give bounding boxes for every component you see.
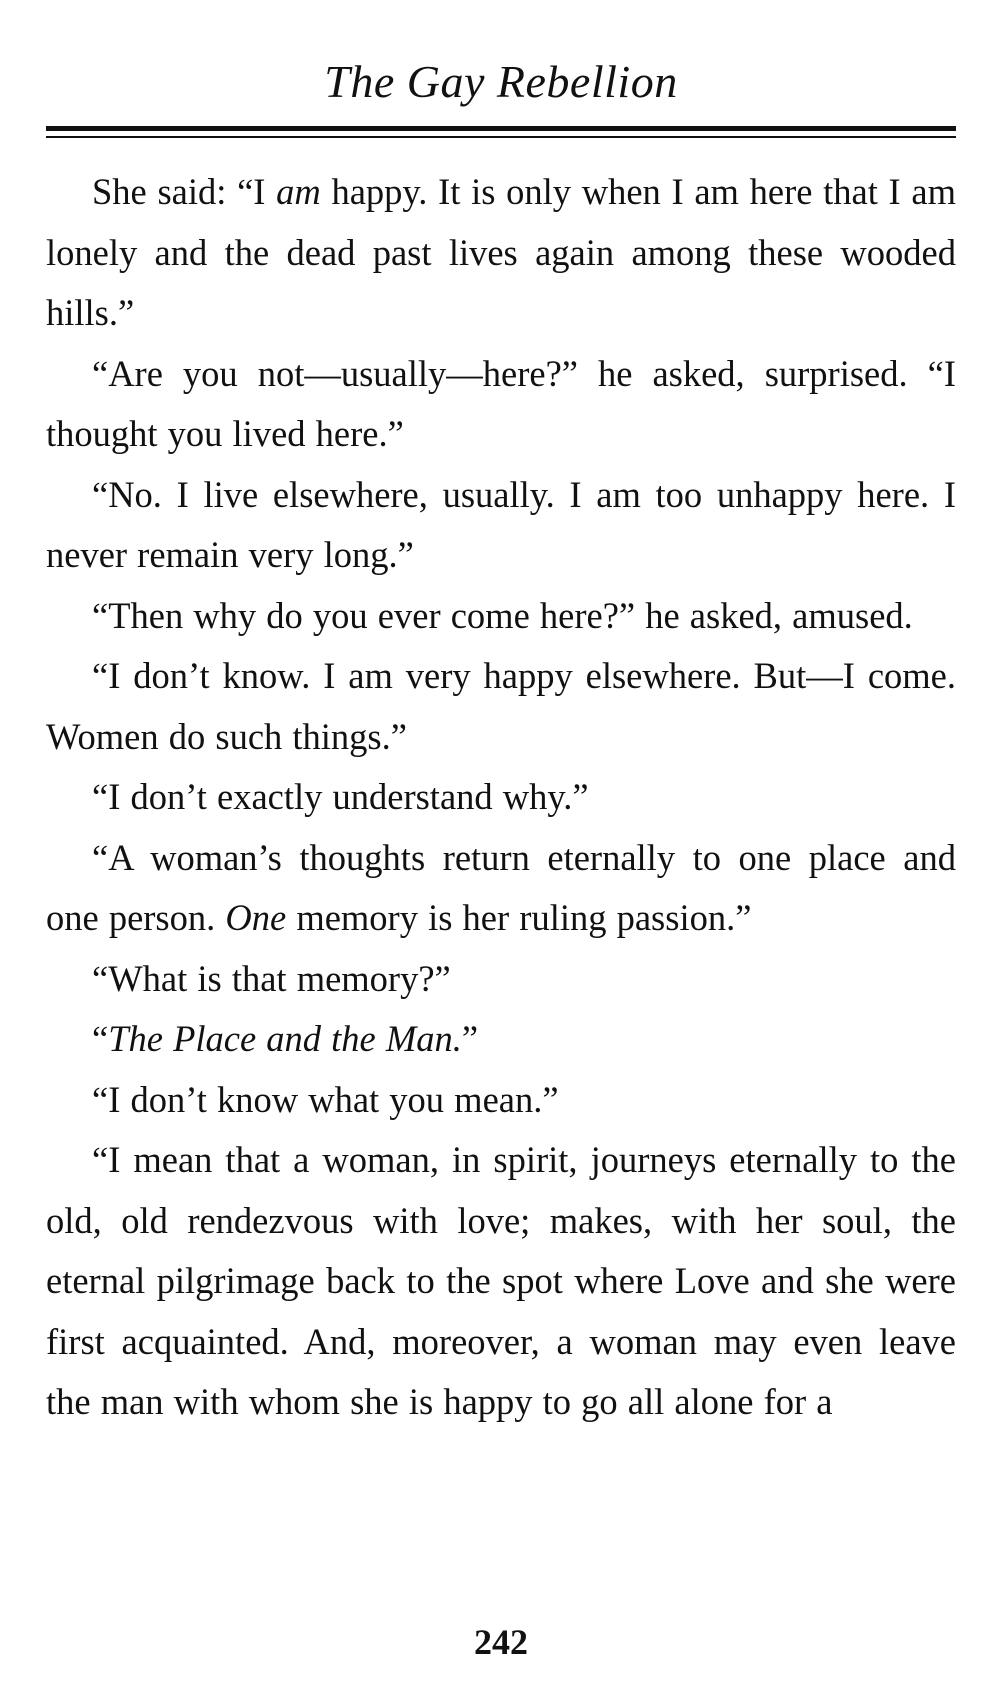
text-segment: “A woman’s thoughts return eternally to one place and one person.: [46, 836, 956, 938]
text-segment: “I don’t know. I am very happy elsewhere. But—I come. Women do such things.”: [46, 655, 956, 757]
paragraph: [46, 162, 956, 344]
italic-text: am: [276, 171, 321, 212]
text-segment: “Then why do you ever come here?” he asked, amused.: [92, 594, 913, 636]
running-head-title: The Gay Rebellion: [324, 56, 678, 107]
text-segment: “I mean that a woman, in spirit, journeys eternally to the old, old rendezvous with love; makes, with her soul, the eternal pilgrimage back to the spot where Love and she were first acquainted. And, moreover, a woman may even leave the man with whom she is happy to go all alone for a: [46, 1139, 956, 1422]
paragraph: [46, 586, 956, 647]
text-segment: She said: “I: [92, 171, 277, 212]
paragraph: [46, 767, 956, 828]
text-segment: ”: [461, 1018, 479, 1059]
text-segment: “: [92, 1018, 109, 1059]
paragraph: [46, 1009, 956, 1070]
paragraph: [46, 465, 956, 586]
text-segment: “I don’t know what you mean.”: [92, 1078, 559, 1120]
italic-text: One: [225, 897, 287, 938]
body-text: [46, 162, 956, 1433]
paragraph: [46, 828, 956, 949]
header-rule-thick: [46, 126, 956, 131]
text-segment: memory is her ruling passion.”: [286, 897, 752, 938]
italic-text: The Place and the Man.: [108, 1018, 462, 1059]
paragraph: [46, 949, 956, 1010]
text-segment: “Are you not—usually—here?” he asked, surprised. “I thought you lived here.”: [46, 352, 956, 454]
text-segment: “What is that memory?”: [92, 957, 451, 999]
text-segment: “No. I live elsewhere, usually. I am too unhappy here. I never remain very long.”: [46, 473, 956, 575]
text-segment: “I don’t exactly understand why.”: [92, 776, 589, 817]
page-number: 242: [474, 1622, 528, 1662]
paragraph: [46, 646, 956, 767]
paragraph: [46, 1130, 956, 1433]
header-rule-thin: [46, 136, 956, 138]
paragraph: [46, 1070, 956, 1131]
text-segment: happy. It is only when I am here that I am lonely and the dead past lives again among these wooded hills.”: [46, 171, 956, 333]
paragraph: [46, 344, 956, 465]
